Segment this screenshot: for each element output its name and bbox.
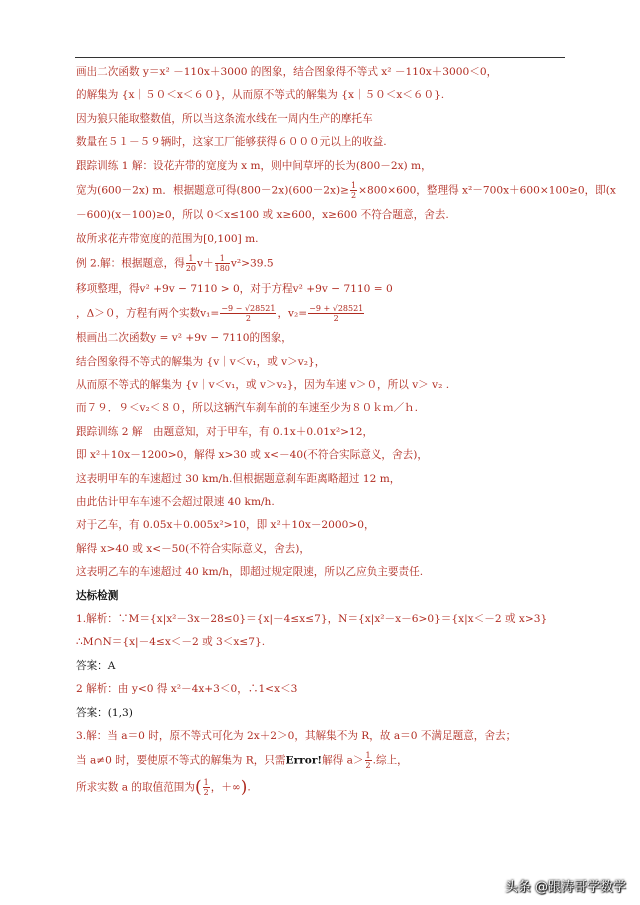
fraction: [308, 304, 364, 323]
text-line-with-fraction: [76, 254, 564, 273]
text-segment: 所求实数 a 的取值范围为: [76, 781, 195, 794]
fraction: [220, 304, 276, 323]
text-line: 移项整理，得v² +9v − 7110 > 0，对于方程v² +9v − 7110 = 0: [76, 282, 393, 295]
text-segment: v²>39.5: [230, 257, 274, 270]
fraction: [203, 778, 210, 797]
text-line: 从而原不等式的解集为 {v｜v＜v₁，或 v＞v₂}，因为车速 v＞０，所以 v＞ v₂ .: [76, 379, 450, 392]
section-heading: 达标检测: [76, 589, 119, 602]
fraction-denominator: 20: [185, 264, 197, 274]
fraction-numerator: 1: [186, 254, 196, 264]
text-segment: .: [247, 781, 251, 794]
fraction: [365, 751, 372, 770]
text-line: 这表明乙车的车速超过 40 km/h，即超过规定限速，所以乙应负主要责任.: [76, 566, 424, 579]
text-line-with-fraction: [76, 751, 564, 770]
text-segment: 宽为(600－2x) m．根据题意可得(800－2x)(600－2x)≥: [76, 184, 350, 197]
fraction-denominator: 180: [214, 264, 230, 274]
text-segment: ×800×600，整理得 x²－700x＋600×100≥0，即(x: [358, 184, 616, 197]
text-line: 的解集为 {x｜５０＜x＜６０}，从而原不等式的解集为 {x｜５０＜x＜６０}.: [76, 89, 445, 102]
text-line: 由此估计甲车车速不会超过限速 40 km/h.: [76, 496, 275, 509]
fraction-numerator: 1: [351, 180, 357, 190]
text-segment: 当 a≠0 时，要使原不等式的解集为 R，只需: [76, 754, 286, 767]
text-line: 跟踪训练 2 解 由题意知，对于甲车，有 0.1x＋0.01x²>12，: [76, 425, 374, 438]
fraction: [186, 254, 196, 273]
fraction-numerator: 1: [215, 254, 230, 264]
text-line: 故所求花卉带宽度的范围为[0,100] m.: [76, 232, 259, 245]
text-line-with-fraction: [76, 180, 616, 200]
fraction-numerator: 1: [365, 751, 371, 761]
open-paren: (: [195, 777, 202, 798]
text-segment: 解得 a＞: [322, 754, 364, 767]
answer-line: 答案：(1,3): [76, 706, 133, 719]
text-line: 因为狼只能取整数值，所以当这条流水线在一周内生产的摩托车: [76, 112, 373, 125]
text-line: 3.解：当 a＝0 时，原不等式可化为 2x＋2＞0，其解集不为 R，故 a＝0 不满足题意，舍去；: [76, 729, 517, 742]
text-line: 1.解析：∵M＝{x|x²－3x－28≤0}＝{x|－4≤x≤7}，N＝{x|x²－x－6>0}＝{x|x＜－2 或 x>3}: [76, 612, 548, 625]
text-segment: v＋: [197, 257, 214, 270]
text-segment: ，Δ＞０，方程有两个实数v₁=: [76, 307, 220, 320]
fraction-numerator: 1: [203, 777, 209, 787]
fraction-numerator: −9 + √28521: [309, 303, 364, 313]
close-paren: ): [240, 777, 248, 798]
fraction: [215, 254, 230, 273]
text-segment: 例 2.解：根据题意，得: [76, 257, 185, 270]
fraction: [350, 181, 357, 200]
text-line: ∴M∩N＝{x|－4≤x＜－2 或 3＜x≤7}.: [76, 636, 266, 649]
text-line: 对于乙车，有 0.05x＋0.005x²>10，即 x²＋10x－2000>0，: [76, 519, 375, 532]
text-line: 结合图象得不等式的解集为 {v｜v＜v₁，或 v＞v₂}，: [76, 355, 326, 368]
fraction-denominator: 2: [245, 313, 251, 323]
text-line: 2 解析：由 y<0 得 x²－4x+3＜0，∴1<x＜3: [76, 683, 298, 696]
header-rule: [75, 57, 565, 58]
text-line: 即 x²＋10x－1200>0，解得 x>30 或 x<－40(不符合实际意义，舍去)，: [76, 449, 428, 462]
text-line: 画出二次函数 y＝x² －110x＋3000 的图象，结合图象得不等式 x² －110x＋3000＜0，: [76, 66, 498, 78]
text-line: 数量在５１－５９辆时，这家工厂能够获得６０００元以上的收益.: [76, 136, 387, 149]
fraction-denominator: 2: [203, 787, 209, 797]
text-line: 这表明甲车的车速超过 30 km/h.但根据题意刹车距离略超过 12 m，: [76, 472, 401, 485]
text-line: 解得 x>40 或 x<－50(不符合实际意义，舍去)，: [76, 542, 310, 555]
watermark: 头条 @跟涛哥学数学: [504, 880, 626, 895]
text-segment: ，＋∞: [210, 781, 241, 794]
text-segment: ，v₂=: [277, 307, 308, 320]
text-line-with-fraction: [76, 304, 564, 323]
text-line: 而７９．９＜v₂＜８０，所以这辆汽车刹车前的车速至少为８０ｋｍ／ｈ.: [76, 402, 419, 415]
answer-line: 答案：A: [76, 659, 116, 672]
text-line: 跟踪训练 1 解：设花卉带的宽度为 x m，则中间草坪的长为(800－2x) m，: [76, 159, 432, 172]
fraction-denominator: 2: [351, 190, 357, 200]
document-body: [76, 64, 616, 804]
text-segment: .综上，: [372, 754, 408, 767]
fraction-denominator: 2: [333, 313, 339, 323]
fraction-numerator: −9 − √28521: [221, 303, 276, 313]
text-line: 根画出二次函数y = v² +9v − 7110的图象，: [76, 332, 292, 345]
fraction-denominator: 2: [365, 761, 371, 771]
text-line-with-fraction: [76, 778, 564, 797]
error-marker: Error!: [285, 754, 323, 767]
text-line: －600)(x－100)≥0，所以 0＜x≤100 或 x≥600，x≥600 不符合题意，舍去.: [76, 209, 449, 222]
